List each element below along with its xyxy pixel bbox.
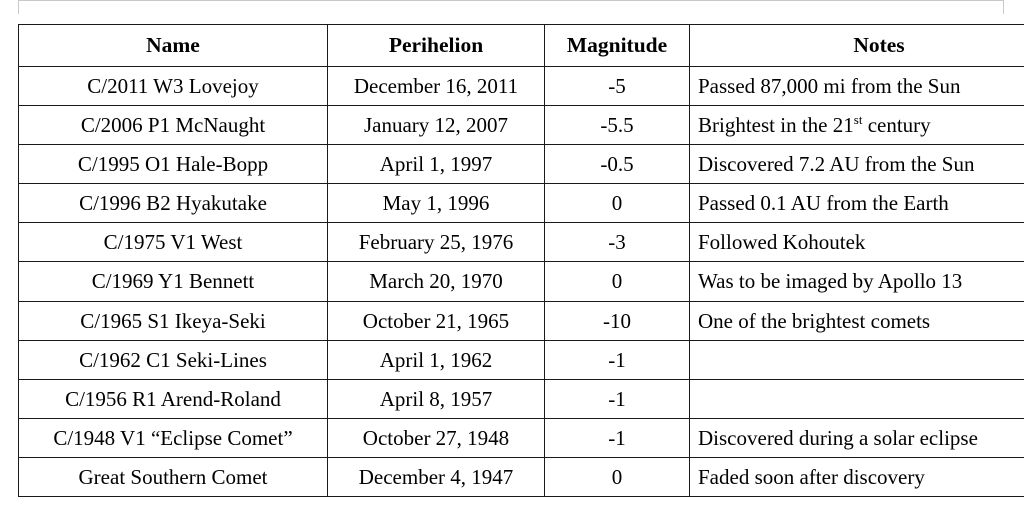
cell-notes: Discovered 7.2 AU from the Sun — [690, 145, 1024, 184]
cell-magnitude: 0 — [545, 458, 690, 497]
column-header-perihelion: Perihelion — [328, 25, 545, 67]
cell-name: C/1996 B2 Hyakutake — [19, 184, 328, 223]
cell-name: Great Southern Comet — [19, 458, 328, 497]
cell-notes — [690, 105, 1024, 144]
cell-perihelion: May 1, 1996 — [328, 184, 545, 223]
cell-magnitude: 0 — [545, 262, 690, 301]
cell-perihelion: January 12, 2007 — [328, 105, 545, 144]
cell-perihelion: April 1, 1962 — [328, 340, 545, 379]
cell-magnitude: -1 — [545, 418, 690, 457]
cell-perihelion: March 20, 1970 — [328, 262, 545, 301]
table-row — [19, 418, 1024, 457]
cell-notes — [690, 340, 1024, 379]
table-header-row — [19, 25, 1024, 67]
cell-name: C/1965 S1 Ikeya-Seki — [19, 301, 328, 340]
cell-name: C/2011 W3 Lovejoy — [19, 66, 328, 105]
table-row — [19, 379, 1024, 418]
table-row — [19, 458, 1024, 497]
column-header-notes: Notes — [690, 25, 1024, 67]
notes-text-post: century — [862, 112, 931, 137]
table-row — [19, 262, 1024, 301]
cell-perihelion: December 16, 2011 — [328, 66, 545, 105]
cell-perihelion: December 4, 1947 — [328, 458, 545, 497]
table-row — [19, 145, 1024, 184]
cell-notes: Discovered during a solar eclipse — [690, 418, 1024, 457]
table-row — [19, 184, 1024, 223]
cell-notes: Passed 87,000 mi from the Sun — [690, 66, 1024, 105]
cell-name: C/1956 R1 Arend-Roland — [19, 379, 328, 418]
cell-perihelion: April 1, 1997 — [328, 145, 545, 184]
cell-magnitude: -0.5 — [545, 145, 690, 184]
cell-perihelion: October 21, 1965 — [328, 301, 545, 340]
cell-name: C/1948 V1 “Eclipse Comet” — [19, 418, 328, 457]
cell-magnitude: -10 — [545, 301, 690, 340]
cell-name: C/1962 C1 Seki-Lines — [19, 340, 328, 379]
page-top-rule — [18, 0, 1004, 1]
cell-name: C/1995 O1 Hale-Bopp — [19, 145, 328, 184]
cell-notes: Followed Kohoutek — [690, 223, 1024, 262]
notes-text-pre: Brightest in the 21 — [698, 112, 854, 137]
table-row — [19, 340, 1024, 379]
cell-name: C/1969 Y1 Bennett — [19, 262, 328, 301]
table-row — [19, 105, 1024, 144]
cell-notes: Was to be imaged by Apollo 13 — [690, 262, 1024, 301]
table-row — [19, 66, 1024, 105]
cell-notes: One of the brightest comets — [690, 301, 1024, 340]
comet-table — [18, 24, 1024, 497]
page-left-margin-mark — [18, 0, 19, 14]
table-row — [19, 223, 1024, 262]
cell-notes: Passed 0.1 AU from the Earth — [690, 184, 1024, 223]
table-body — [19, 66, 1024, 497]
cell-name: C/2006 P1 McNaught — [19, 105, 328, 144]
cell-name: C/1975 V1 West — [19, 223, 328, 262]
cell-magnitude: -1 — [545, 379, 690, 418]
cell-notes: Faded soon after discovery — [690, 458, 1024, 497]
cell-notes — [690, 379, 1024, 418]
page-right-margin-mark — [1003, 0, 1004, 14]
column-header-magnitude: Magnitude — [545, 25, 690, 67]
table-header — [19, 25, 1024, 67]
cell-magnitude: -5.5 — [545, 105, 690, 144]
comet-table-container — [18, 24, 1000, 497]
cell-perihelion: February 25, 1976 — [328, 223, 545, 262]
column-header-name: Name — [19, 25, 328, 67]
cell-magnitude: -3 — [545, 223, 690, 262]
ordinal-suffix: st — [853, 111, 863, 127]
cell-perihelion: April 8, 1957 — [328, 379, 545, 418]
table-row — [19, 301, 1024, 340]
cell-magnitude: 0 — [545, 184, 690, 223]
cell-perihelion: October 27, 1948 — [328, 418, 545, 457]
cell-magnitude: -5 — [545, 66, 690, 105]
cell-magnitude: -1 — [545, 340, 690, 379]
